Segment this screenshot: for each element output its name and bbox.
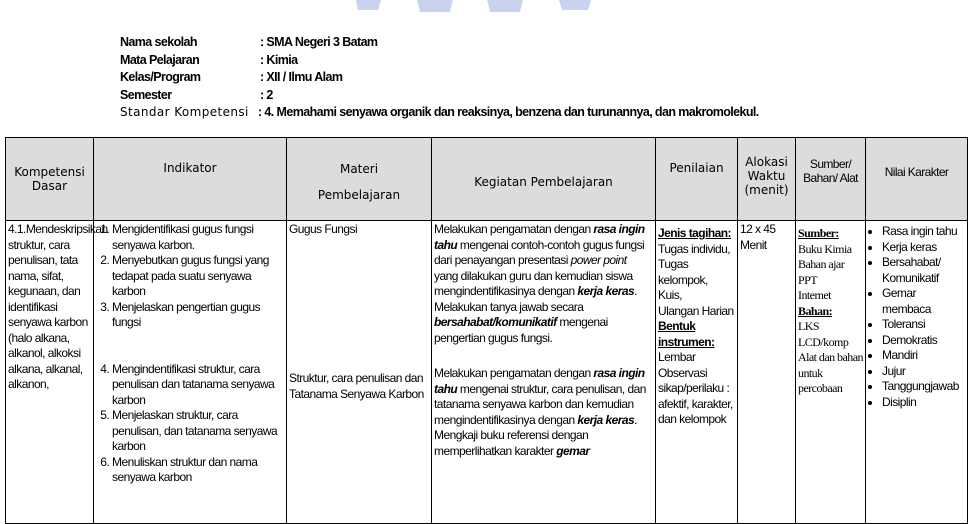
list-item: 2. Menyebutkan gugus fungsi yang tedapat pada suatu senyawa karbon	[112, 253, 284, 300]
kegiatan-paragraph: Mengkaji buku referensi dengan memperlihatkan karakter gemar	[434, 428, 590, 458]
list-item: 5. Menjelaskan struktur, cara penulisan, dan tatanama senyawa karbon	[112, 408, 284, 455]
kd-text: 4.1.Mendeskripsikan struktur, cara penulisan, tata nama, sifat, kegunaan, dan identifikasi senyawa karbon (halo alkana, alkanol, alkoksi alkana, alkanal, alkanon,	[8, 222, 108, 391]
list-item: • Kerja keras	[882, 240, 965, 256]
meta-label: Semester	[120, 87, 172, 102]
meta-value: : 2	[260, 87, 273, 102]
header-penilaian: Penilaian	[656, 138, 738, 221]
penilaian-item: Ulangan Harian	[658, 303, 734, 318]
penilaian-item: Kuis,	[658, 288, 682, 302]
cell-indikator	[94, 221, 287, 524]
meta-label: Mata Pelajaran	[120, 52, 200, 67]
list-item: • Mandiri	[882, 348, 965, 364]
penilaian-bentuk-label: Bentuk instrumen:	[658, 319, 715, 349]
list-item: 6. Menuliskan struktur dan nama senyawa karbon	[112, 455, 284, 486]
cell-penilaian	[656, 221, 738, 524]
list-item: • Jujur	[882, 364, 965, 380]
kegiatan-paragraph: Melakukan pengamatan dengan rasa ingin tahu mengenai struktur, cara penulisan, dan tatanama senyawa karbon dan kemudian mengindentifikasinya dengan kerja keras.	[434, 366, 646, 427]
meta-label: Kelas/Program	[120, 70, 201, 84]
nilai-karakter-list	[868, 224, 965, 410]
alokasi-text: 12 x 45 Menit	[740, 222, 776, 252]
sumber-item: Bahan ajar PPT	[798, 257, 845, 287]
silabus-table	[5, 137, 968, 524]
bahan-item: LCD/komp	[798, 334, 849, 349]
header-sumber: Sumber/ Bahan/ Alat	[796, 138, 866, 221]
meta-value: : 4. Memahami senyawa organik dan reaksinya, benzena dan turunannya, dan makromolekul.	[258, 105, 759, 119]
list-item: • Bersahabat/ Komunikatif	[882, 255, 965, 286]
bahan-label: Bahan:	[798, 303, 833, 318]
cell-sumber	[796, 221, 866, 524]
list-item: • Disiplin	[882, 395, 965, 411]
cell-kompetensi-dasar	[6, 221, 108, 524]
cell-nilai-karakter	[866, 221, 968, 524]
list-item: • Demokratis	[882, 333, 965, 349]
penilaian-bentuk-text: Lembar Observasi sikap/perilaku : afektif, karakter, dan kelompok	[658, 350, 733, 426]
bahan-item: Alat dan bahan untuk percobaan	[798, 350, 863, 395]
list-item: 4. Mengindentifikasi struktur, cara penulisan dan tatanama senyawa karbon	[112, 362, 284, 409]
indikator-list	[96, 222, 284, 486]
list-item: • Rasa ingin tahu	[882, 224, 965, 240]
list-item: 3. Menjelaskan pengertian gugus fungsi	[112, 300, 284, 331]
meta-value: : XII / Ilmu Alam	[260, 70, 343, 84]
sumber-item: Buku Kimia	[798, 241, 852, 256]
header-nilai-karakter: Nilai Karakter	[866, 138, 968, 221]
meta-label: Nama sekolah	[120, 35, 197, 49]
materi-item: Struktur, cara penulisan dan Tatanama Senyawa Karbon	[289, 371, 424, 401]
header-indikator: Indikator	[94, 138, 287, 221]
meta-value: : Kimia	[260, 52, 298, 67]
watermark-logo	[330, 0, 630, 20]
table-row	[6, 221, 968, 524]
cell-materi	[287, 221, 432, 524]
header-row	[6, 138, 968, 221]
header-materi-line2: Pembelajaran	[317, 188, 401, 202]
list-item: • Tanggungjawab	[882, 379, 965, 395]
kegiatan-paragraph: Melakukan pengamatan dengan rasa ingin tahu mengenai contoh-contoh gugus fungsi dari penayangan presentasi power point yang dilakukan guru dan kemudian siswa mengindentifikasinya dengan kerja keras.	[434, 222, 645, 298]
list-item: • Gemar membaca	[882, 286, 965, 317]
header-alokasi: Alokasi Waktu (menit)	[738, 138, 796, 221]
header-kompetensi-dasar: Kompetensi Dasar	[6, 138, 94, 221]
bahan-item: LKS	[798, 319, 820, 333]
header-kegiatan: Kegiatan Pembelajaran	[432, 138, 656, 221]
penilaian-jenis-label: Jenis tagihan:	[658, 226, 731, 240]
sumber-item: Internet	[798, 288, 831, 302]
penilaian-item: Tugas individu,	[658, 241, 731, 256]
meta-value: : SMA Negeri 3 Batam	[260, 35, 378, 49]
penilaian-item: Tugas kelompok,	[658, 257, 708, 287]
kegiatan-paragraph: Melakukan tanya jawab secara bersahabat/komunikatif mengenai pengertian gugus fungsi.	[434, 299, 608, 345]
header-materi	[287, 138, 432, 221]
meta-label: Standar Kompetensi	[120, 105, 249, 119]
cell-kegiatan	[432, 221, 656, 524]
materi-item: Gugus Fungsi	[289, 222, 358, 236]
sumber-label: Sumber:	[798, 226, 839, 240]
header-materi-line1: Materi	[339, 162, 379, 176]
cell-alokasi	[738, 221, 796, 524]
list-item: 1. Mengidentifikasi gugus fungsi senyawa karbon.	[112, 222, 284, 253]
list-item: • Toleransi	[882, 317, 965, 333]
